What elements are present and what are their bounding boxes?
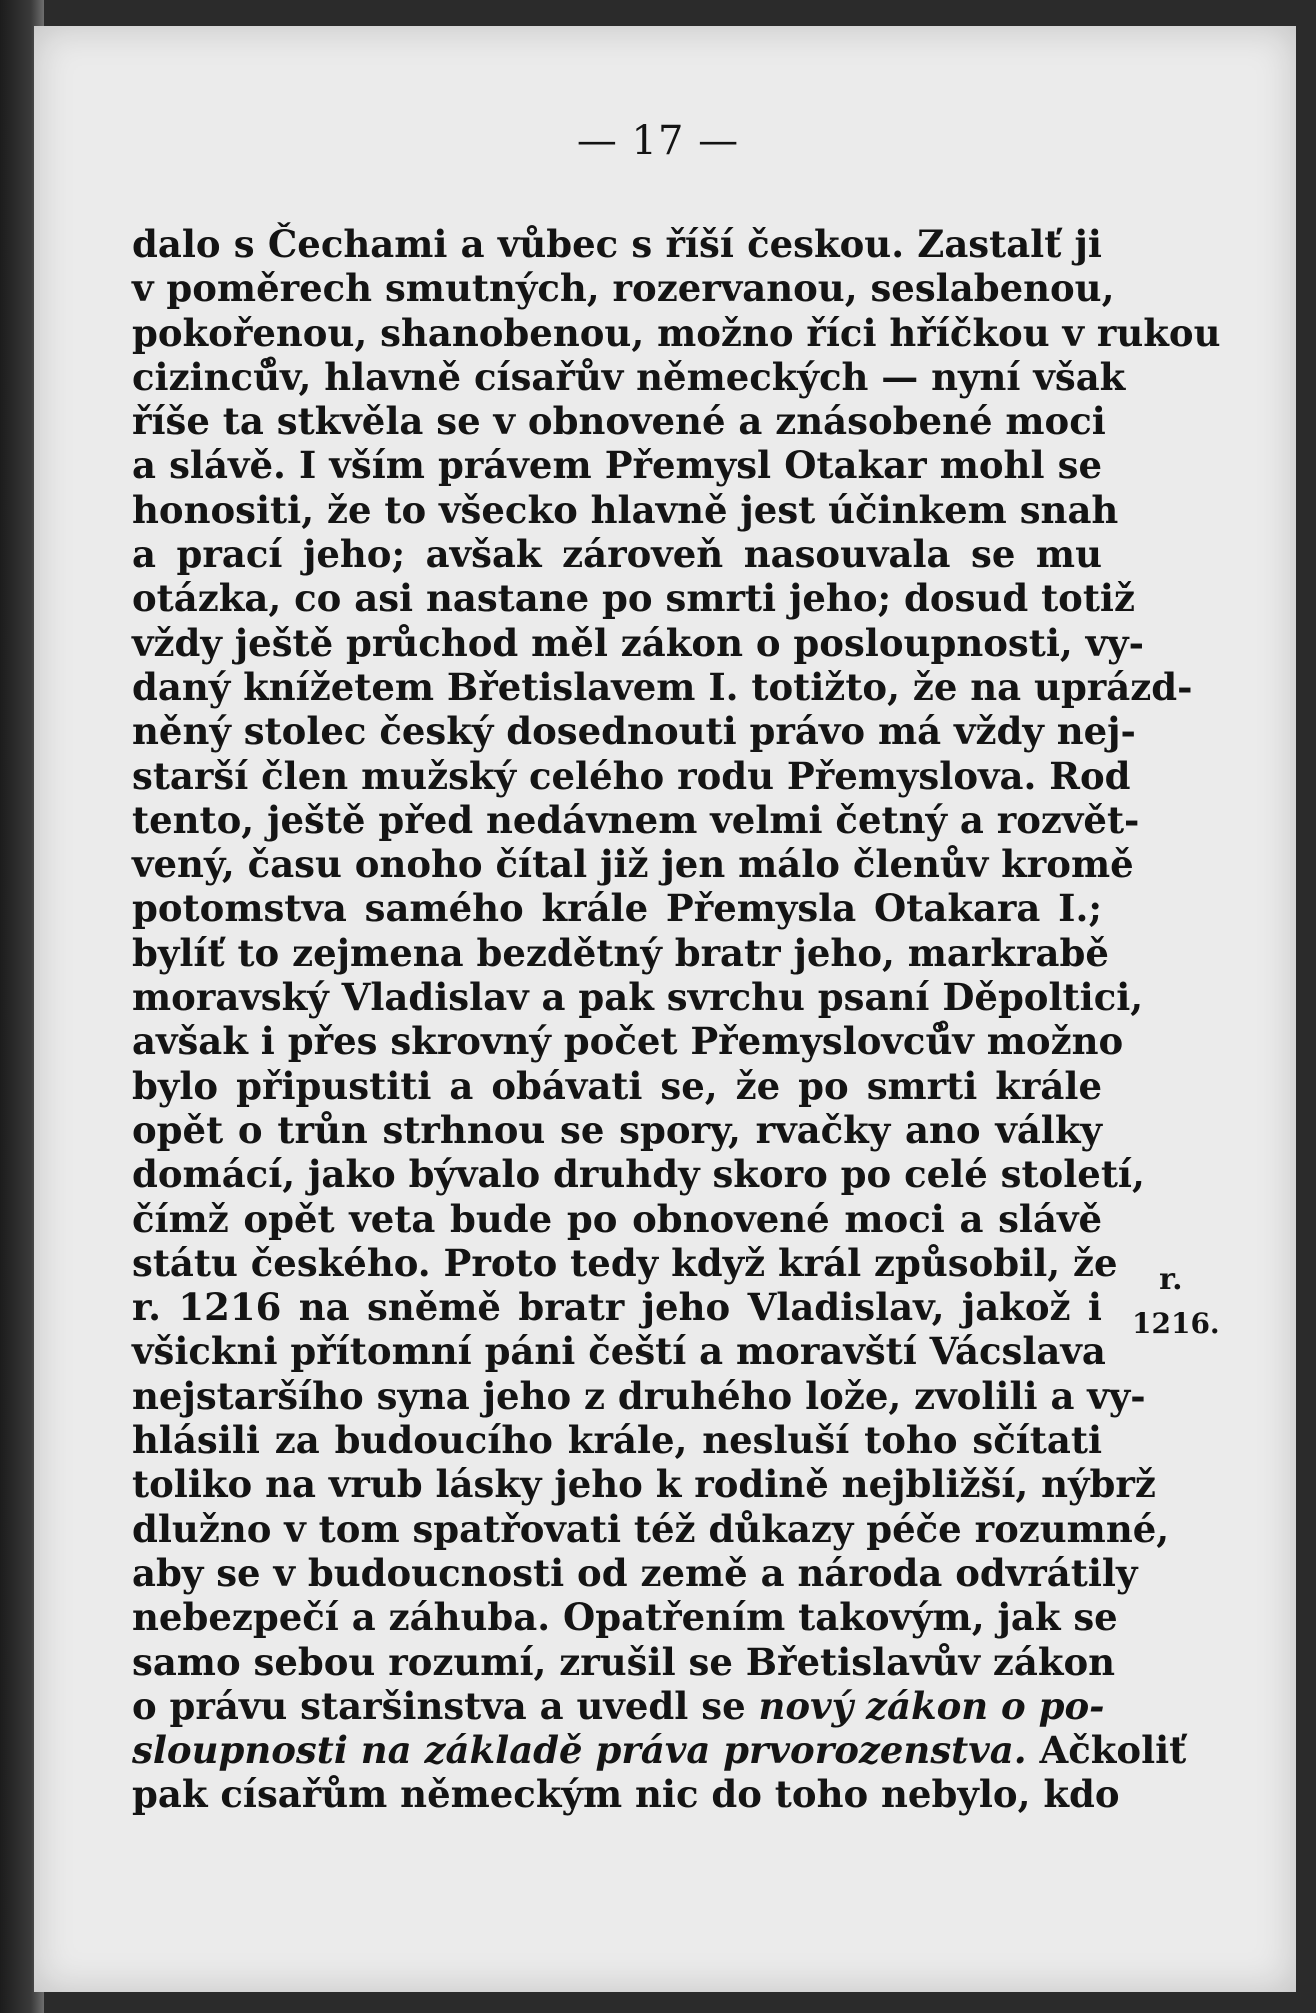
text-line: nebezpečí a záhuba. Opatřením takovým, jak se: [132, 1595, 1118, 1640]
text-line: a slávě. I vším právem Přemysl Otakar mohl se: [132, 443, 1102, 488]
text-line: něný stolec český dosednouti právo má vždy nej-: [132, 709, 1136, 754]
margin-note-label: r.: [1159, 1262, 1183, 1297]
text-line: opět o trůn strhnou se spory, rvačky ano války: [132, 1107, 1102, 1152]
text-line-mixed: [132, 1683, 1105, 1728]
text-line: v poměrech smutných, rozervanou, seslabenou,: [132, 266, 1115, 311]
text-line: pak císařům německým nic do toho nebylo, kdo: [132, 1772, 1120, 1817]
text-segment: o právu staršinstva a uvedl se: [132, 1683, 746, 1728]
text-line: bylo připustiti a obávati se, že po smrti krále: [132, 1063, 1102, 1108]
text-line: starší člen mužský celého rodu Přemyslova. Rod: [132, 753, 1131, 798]
text-line: tento, ještě před nedávnem velmi četný a rozvět-: [132, 797, 1140, 842]
text-line: pokořenou, shanobenou, možno říci hříčkou v rukou: [132, 310, 1221, 355]
text-line: dlužno v tom spatřovati též důkazy péče rozumné,: [132, 1506, 1170, 1551]
text-line: honositi, že to všecko hlavně jest účinkem snah: [132, 487, 1119, 532]
text-line: státu českého. Proto tedy když král způsobil, že: [132, 1240, 1118, 1285]
text-line: otázka, co asi nastane po smrti jeho; dosud totiž: [132, 576, 1135, 621]
text-line: hlásili za budoucího krále, nesluší toho sčítati: [132, 1418, 1102, 1463]
text-segment: Ačkoliť: [1039, 1728, 1187, 1773]
text-line: domácí, jako bývalo druhdy skoro po celé století,: [132, 1152, 1145, 1197]
text-line: aby se v budoucnosti od země a národa odvrátily: [132, 1550, 1138, 1595]
margin-note-year: [1122, 1258, 1220, 1346]
text-line: vený, času onoho čítal již jen málo členův kromě: [132, 842, 1134, 887]
italic-segment: sloupnosti na základě práva prvorozenstva.: [132, 1728, 1027, 1773]
text-line: vždy ještě průchod měl zákon o posloupnosti, vy-: [132, 620, 1144, 665]
margin-note-year-value: 1216.: [1132, 1307, 1220, 1340]
text-line: moravský Vladislav a pak svrchu psaní Děpoltici,: [132, 975, 1144, 1020]
text-line: avšak i přes skrovný počet Přemyslovců̊v možno: [132, 1019, 1124, 1064]
page-number: — 17 —: [576, 118, 740, 164]
text-line: potomstva samého krále Přemysla Otakara I.;: [132, 886, 1102, 931]
text-line: a prací jeho; avšak zároveň nasouvala se mu: [132, 532, 1102, 577]
text-line: čímž opět veta bude po obnovené moci a slávě: [132, 1196, 1102, 1241]
text-line: r. 1216 na sněmě bratr jeho Vladislav, jakož i: [132, 1285, 1102, 1330]
text-line: dalo s Čechami a vůbec s říší českou. Zastalť ji: [132, 222, 1102, 266]
italic-segment: nový zákon o po-: [758, 1683, 1105, 1728]
text-line: říše ta stkvěla se v obnovené a znásobené moci: [132, 399, 1106, 444]
text-line: bylíť to zejmena bezdětný bratr jeho, markrabě: [132, 930, 1109, 975]
body-text: [132, 222, 1221, 1817]
text-line-mixed: [132, 1728, 1187, 1773]
text-line: toliko na vrub lásky jeho k rodině nejbližší, nýbrž: [132, 1462, 1156, 1507]
text-line: daný knížetem Břetislavem I. totižto, že na uprázd-: [132, 664, 1193, 709]
text-line: samo sebou rozumí, zrušil se Břetislavův zákon: [132, 1639, 1116, 1684]
text-line: cizinců̊v, hlavně císařův německých — nyní však: [132, 354, 1126, 399]
text-line: nejstaršího syna jeho z druhého lože, zvolili a vy-: [132, 1373, 1146, 1418]
text-line: všickni přítomní páni čeští a moravští Vácslava: [132, 1329, 1106, 1374]
